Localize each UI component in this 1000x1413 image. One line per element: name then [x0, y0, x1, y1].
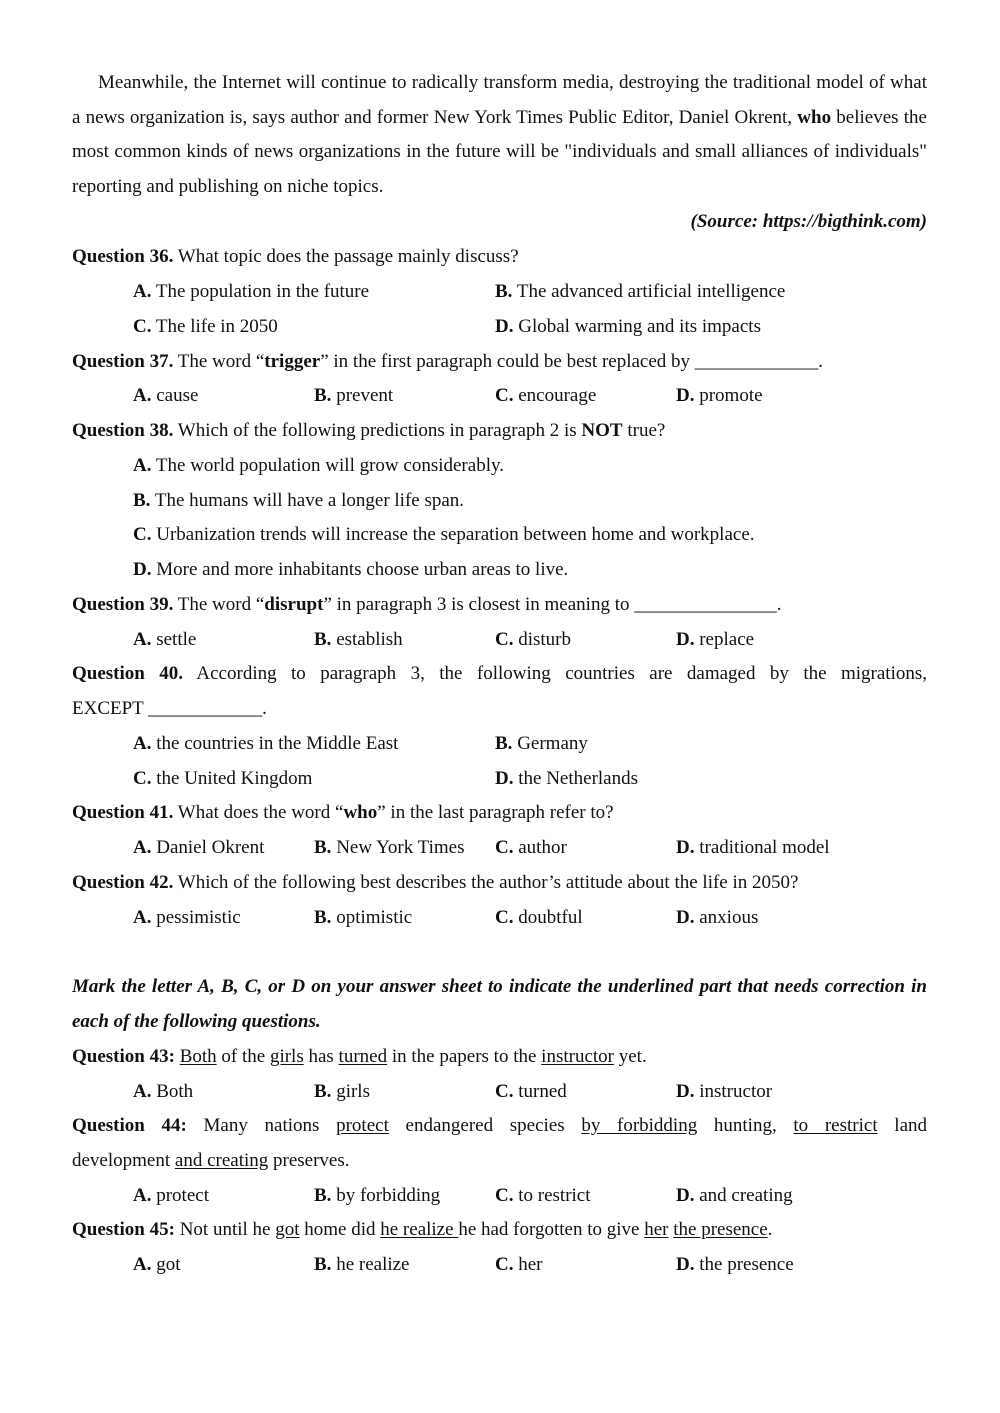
sentence-text: has — [303, 1046, 339, 1067]
option-text: settle — [156, 629, 197, 650]
option-text: and creating — [699, 1185, 793, 1206]
passage-text-end: believes the most common kinds of news organizations in the future will be "individuals and small alliances of individuals" reporting and publishing on niche topics. — [72, 106, 927, 198]
option-letter: A. — [133, 733, 152, 754]
question-36 — [72, 240, 927, 274]
q37-option-b[interactable] — [314, 379, 393, 413]
option-text: the United Kingdom — [156, 768, 313, 789]
q44-option-a[interactable] — [133, 1179, 209, 1213]
option-letter: A. — [133, 907, 152, 928]
option-text: the presence — [699, 1254, 794, 1275]
option-text: pessimistic — [156, 907, 241, 928]
option-letter: C. — [495, 629, 514, 650]
option-letter: A. — [133, 1254, 152, 1275]
question-label: Question 43: — [72, 1046, 175, 1067]
question-39 — [72, 588, 927, 622]
option-text: establish — [336, 629, 403, 650]
option-letter: A. — [133, 455, 152, 476]
option-letter: D. — [495, 316, 514, 337]
option-letter: B. — [495, 733, 513, 754]
q44-option-d[interactable] — [676, 1179, 793, 1213]
option-letter: C. — [133, 524, 152, 545]
q44-option-c[interactable] — [495, 1179, 591, 1213]
underlined-part-b: he realize — [380, 1219, 459, 1240]
underlined-part-b: by forbidding — [581, 1115, 698, 1136]
option-text: More and more inhabitants choose urban areas to live. — [156, 559, 569, 580]
option-text: her — [518, 1254, 543, 1275]
question-label: Question 44: — [72, 1115, 187, 1136]
option-text: Global warming and its impacts — [518, 316, 761, 337]
option-text: got — [156, 1254, 181, 1275]
underlined-part-d: the presence — [673, 1219, 768, 1240]
option-text: Germany — [517, 733, 588, 754]
option-letter: D. — [676, 385, 695, 406]
q45-option-a[interactable] — [133, 1248, 181, 1282]
option-letter: D. — [676, 1185, 695, 1206]
sentence-text: development — [72, 1150, 175, 1171]
option-text: encourage — [518, 385, 597, 406]
q39-option-a[interactable] — [133, 623, 196, 657]
option-text: the countries in the Middle East — [156, 733, 399, 754]
q42-option-d[interactable] — [676, 901, 758, 935]
option-text: optimistic — [336, 907, 413, 928]
option-letter: A. — [133, 1185, 152, 1206]
sentence-text: preserves. — [268, 1150, 350, 1171]
option-text: traditional model — [699, 837, 830, 858]
sentence-text: Not until he — [174, 1219, 276, 1240]
q43-option-c[interactable] — [495, 1075, 567, 1109]
option-text: the Netherlands — [518, 768, 638, 789]
question-text: ” in the first paragraph could be best replaced by _____________. — [320, 351, 824, 372]
question-41 — [72, 796, 927, 830]
option-text: The humans will have a longer life span. — [154, 490, 465, 511]
question-label: Question 36. — [72, 246, 174, 267]
option-letter: B. — [133, 490, 151, 511]
question-keyword: disrupt — [264, 594, 324, 615]
q45-option-b[interactable] — [314, 1248, 410, 1282]
sentence-text: . — [767, 1219, 773, 1240]
q37-option-c[interactable] — [495, 379, 596, 413]
option-letter: D. — [676, 1254, 695, 1275]
question-text: Which of the following predictions in paragraph 2 is — [173, 420, 582, 441]
option-letter: A. — [133, 281, 152, 302]
passage-text: Meanwhile, the Internet will continue to radically transform media, destroying the traditional model of what a news organization is, says author and former New York Times Public Editor, Daniel Okrent, — [72, 72, 927, 128]
question-42 — [72, 866, 927, 900]
sentence-text: land — [877, 1115, 927, 1136]
q41-option-b[interactable] — [314, 831, 464, 865]
question-keyword: trigger — [264, 351, 321, 372]
option-letter: D. — [676, 629, 695, 650]
q38-option-d[interactable] — [133, 553, 568, 587]
q40-option-c[interactable] — [133, 762, 312, 796]
q40-option-d[interactable] — [495, 762, 638, 796]
option-letter: B. — [314, 1254, 332, 1275]
option-text: to restrict — [518, 1185, 591, 1206]
q43-option-b[interactable] — [314, 1075, 370, 1109]
option-text: replace — [699, 629, 755, 650]
option-text: doubtful — [518, 907, 583, 928]
sentence-text: home did — [299, 1219, 381, 1240]
q39-option-d[interactable] — [676, 623, 754, 657]
option-text: author — [518, 837, 567, 858]
option-text: Both — [156, 1081, 194, 1102]
sentence-text: yet. — [614, 1046, 647, 1067]
underlined-part-a: Both — [179, 1046, 217, 1067]
question-keyword: NOT — [581, 420, 623, 441]
option-letter: B. — [495, 281, 513, 302]
question-37 — [72, 345, 927, 379]
question-43 — [72, 1040, 927, 1074]
option-letter: A. — [133, 629, 152, 650]
q45-option-d[interactable] — [676, 1248, 794, 1282]
option-letter: D. — [133, 559, 152, 580]
question-label: Question 45: — [72, 1219, 175, 1240]
section-instruction: Mark the letter A, B, C, or D on your answer sheet to indicate the underlined part that needs correction in each of the following questions. — [72, 976, 927, 1032]
option-letter: C. — [133, 316, 152, 337]
question-text: ” in the last paragraph refer to? — [377, 802, 614, 823]
question-text: What topic does the passage mainly discuss? — [173, 246, 519, 267]
q36-option-c[interactable] — [133, 310, 278, 344]
option-text: protect — [156, 1185, 209, 1206]
option-letter: D. — [676, 837, 695, 858]
sentence-text: in the papers to the — [387, 1046, 542, 1067]
option-letter: B. — [314, 629, 332, 650]
question-label: Question 42. — [72, 872, 174, 893]
q36-option-b[interactable] — [495, 275, 785, 309]
option-text: girls — [336, 1081, 370, 1102]
q41-option-a[interactable] — [133, 831, 264, 865]
sentence-text: Many nations — [186, 1115, 337, 1136]
option-text: cause — [156, 385, 199, 406]
question-text: The word “ — [173, 594, 265, 615]
option-letter: C. — [495, 1081, 514, 1102]
question-44-continued — [72, 1144, 927, 1178]
question-text: What does the word “ — [173, 802, 344, 823]
sentence-text: endangered species — [388, 1115, 582, 1136]
q41-option-d[interactable] — [676, 831, 830, 865]
option-letter: C. — [495, 907, 514, 928]
option-letter: C. — [495, 1185, 514, 1206]
source-citation: (Source: https://bigthink.com) — [690, 211, 927, 232]
sentence-text: hunting, — [697, 1115, 794, 1136]
q37-option-d[interactable] — [676, 379, 763, 413]
option-letter: C. — [495, 385, 514, 406]
option-letter: B. — [314, 837, 332, 858]
option-text: prevent — [336, 385, 394, 406]
question-text: According to paragraph 3, the following countries are damaged by the migrations, — [183, 663, 927, 684]
q44-option-b[interactable] — [314, 1179, 440, 1213]
option-letter: D. — [676, 1081, 695, 1102]
q38-option-b[interactable] — [133, 484, 464, 518]
question-label: Question 37. — [72, 351, 174, 372]
question-text: true? — [622, 420, 666, 441]
question-label: Question 40. — [72, 663, 184, 684]
q42-option-a[interactable] — [133, 901, 241, 935]
question-label: Question 38. — [72, 420, 174, 441]
option-letter: B. — [314, 1185, 332, 1206]
option-text: turned — [518, 1081, 567, 1102]
question-38 — [72, 414, 927, 448]
q42-option-b[interactable] — [314, 901, 412, 935]
q40-option-b[interactable] — [495, 727, 588, 761]
option-letter: A. — [133, 385, 152, 406]
q42-option-c[interactable] — [495, 901, 583, 935]
option-text: New York Times — [336, 837, 465, 858]
q43-option-a[interactable] — [133, 1075, 193, 1109]
q39-option-b[interactable] — [314, 623, 403, 657]
option-letter: B. — [314, 1081, 332, 1102]
q36-option-a[interactable] — [133, 275, 369, 309]
q38-option-a[interactable] — [133, 449, 504, 483]
question-40 — [72, 657, 927, 691]
passage-paragraph — [72, 66, 927, 205]
underlined-part-d: and creating — [174, 1150, 269, 1171]
underlined-part-a: got — [275, 1219, 300, 1240]
option-letter: C. — [495, 1254, 514, 1275]
option-letter: C. — [495, 837, 514, 858]
option-letter: B. — [314, 907, 332, 928]
option-letter: A. — [133, 1081, 152, 1102]
option-letter: B. — [314, 385, 332, 406]
question-label: Question 39. — [72, 594, 174, 615]
option-text: by forbidding — [336, 1185, 441, 1206]
option-letter: D. — [495, 768, 514, 789]
option-text: The life in 2050 — [155, 316, 278, 337]
question-keyword: who — [343, 802, 378, 823]
q36-option-d[interactable] — [495, 310, 761, 344]
question-text: The word “ — [173, 351, 265, 372]
q37-option-a[interactable] — [133, 379, 198, 413]
q39-option-c[interactable] — [495, 623, 571, 657]
underlined-part-d: instructor — [541, 1046, 614, 1067]
sentence-text: of the — [216, 1046, 270, 1067]
option-text: disturb — [518, 629, 572, 650]
option-text: instructor — [699, 1081, 773, 1102]
option-text: promote — [699, 385, 763, 406]
option-text: he realize — [336, 1254, 410, 1275]
question-44 — [72, 1109, 927, 1143]
underlined-part-a: protect — [336, 1115, 389, 1136]
question-text: Which of the following best describes the author’s attitude about the life in 2050? — [173, 872, 799, 893]
q43-option-d[interactable] — [676, 1075, 772, 1109]
question-40-continued: EXCEPT ____________. — [72, 698, 267, 719]
underlined-part-c: her — [644, 1219, 669, 1240]
option-text: anxious — [699, 907, 759, 928]
q45-option-c[interactable] — [495, 1248, 543, 1282]
option-text: The advanced artificial intelligence — [516, 281, 786, 302]
passage-bold-who: who — [797, 106, 832, 128]
option-letter: D. — [676, 907, 695, 928]
question-label: Question 41. — [72, 802, 174, 823]
q38-option-c[interactable] — [133, 518, 755, 552]
option-letter: A. — [133, 837, 152, 858]
option-text: Urbanization trends will increase the separation between home and workplace. — [156, 524, 755, 545]
underlined-part-b: girls — [269, 1046, 304, 1067]
underlined-part-c: to restrict — [793, 1115, 878, 1136]
question-45 — [72, 1213, 927, 1247]
question-text: ” in paragraph 3 is closest in meaning to _______________. — [323, 594, 782, 615]
underlined-part-c: turned — [338, 1046, 388, 1067]
q40-option-a[interactable] — [133, 727, 398, 761]
q41-option-c[interactable] — [495, 831, 567, 865]
option-text: The world population will grow considerably. — [155, 455, 504, 476]
sentence-text: he had forgotten to give — [458, 1219, 645, 1240]
option-text: The population in the future — [155, 281, 370, 302]
option-text: Daniel Okrent — [156, 837, 265, 858]
option-letter: C. — [133, 768, 152, 789]
